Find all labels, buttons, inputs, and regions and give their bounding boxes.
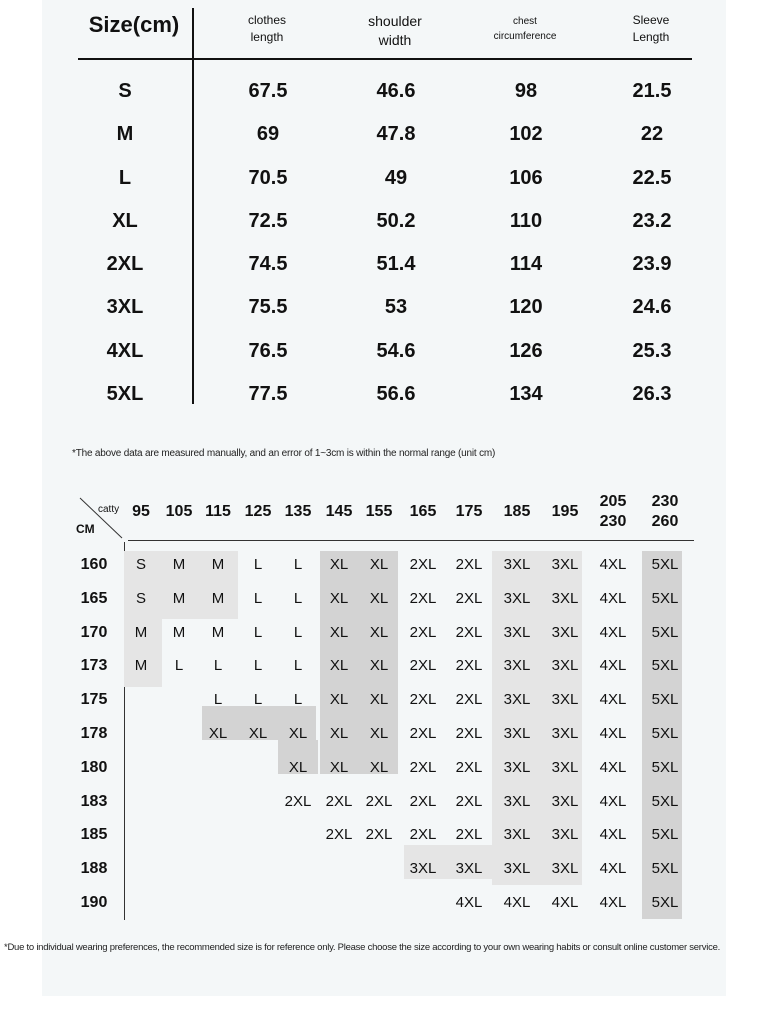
measurement-value: 134	[509, 383, 543, 405]
recommended-size-cell: 2XL	[409, 793, 437, 810]
weight-header: 165	[409, 503, 437, 520]
recommended-size-cell: 3XL	[503, 759, 531, 776]
measurement-value: 126	[509, 340, 543, 362]
header-line: width	[378, 32, 412, 48]
recommended-size-cell: 2XL	[455, 590, 483, 607]
recommended-size-cell: 2XL	[409, 556, 437, 573]
recommended-size-cell: M	[172, 590, 186, 607]
recommended-size-cell: 3XL	[551, 725, 579, 742]
height-label: 173	[80, 657, 108, 674]
weight-header: 185	[503, 503, 531, 520]
recommended-size-cell: 2XL	[455, 725, 483, 742]
measurement-value: 77.5	[248, 383, 288, 405]
measurement-note: *The above data are measured manually, and an error of 1~3cm is within the normal range (unit cm)	[72, 448, 496, 459]
recommended-size-cell: L	[174, 657, 184, 674]
recommended-size-cell: 2XL	[455, 793, 483, 810]
recommended-size-cell: L	[293, 590, 303, 607]
height-label: 165	[80, 590, 108, 607]
measurement-value: 102	[509, 123, 543, 145]
recommended-size-cell: L	[213, 657, 223, 674]
recommended-size-cell: L	[293, 556, 303, 573]
measurement-value: 72.5	[248, 210, 288, 232]
recommended-size-cell: 3XL	[503, 860, 531, 877]
recommended-size-cell: XL	[369, 624, 389, 641]
size-label: S	[118, 80, 132, 102]
weight-header: 195	[551, 503, 579, 520]
height-label: 175	[80, 691, 108, 708]
measurement-row	[78, 163, 692, 193]
measurement-value: 76.5	[248, 340, 288, 362]
measurement-value: 106	[509, 167, 543, 189]
recommended-size-cell: 2XL	[455, 759, 483, 776]
recommended-size-cell: 5XL	[651, 725, 679, 742]
measurement-value: 74.5	[248, 253, 288, 275]
size-label: 3XL	[106, 296, 144, 318]
recommended-size-cell: 2XL	[409, 624, 437, 641]
recommended-size-cell: S	[135, 590, 146, 607]
measurement-row	[78, 249, 692, 279]
measurement-row	[78, 292, 692, 322]
recommended-size-cell: 2XL	[409, 590, 437, 607]
height-label: 183	[80, 793, 108, 810]
recommended-size-cell: 5XL	[651, 691, 679, 708]
recommended-size-cell: 2XL	[325, 793, 353, 810]
size-label: 2XL	[106, 253, 144, 275]
recommended-size-cell: 2XL	[409, 657, 437, 674]
recommended-size-cell: 3XL	[503, 826, 531, 843]
weight-header	[645, 492, 685, 532]
measurement-value: 53	[384, 296, 408, 318]
measurement-value: 46.6	[376, 80, 416, 102]
height-label: 178	[80, 725, 108, 742]
recommended-size-cell: 5XL	[651, 657, 679, 674]
recommended-size-cell: 5XL	[651, 759, 679, 776]
measurement-value: 114	[509, 253, 543, 275]
recommended-size-cell: XL	[208, 725, 228, 742]
recommended-size-cell: 4XL	[599, 725, 627, 742]
measurement-row	[78, 206, 692, 236]
weight-header-divider	[128, 540, 694, 541]
recommended-size-cell: 4XL	[503, 894, 531, 911]
measurement-value: 98	[514, 80, 538, 102]
recommended-size-cell: 3XL	[551, 624, 579, 641]
recommended-size-cell: XL	[329, 759, 349, 776]
recommended-size-cell: 3XL	[551, 759, 579, 776]
header-sleeve-length	[596, 12, 706, 46]
recommended-size-cell: L	[293, 691, 303, 708]
measurement-value: 21.5	[632, 80, 672, 102]
height-label: 170	[80, 624, 108, 641]
weight-header: 125	[244, 503, 272, 520]
recommended-size-cell: 2XL	[409, 826, 437, 843]
size-label: M	[116, 123, 134, 145]
recommended-size-cell: 3XL	[503, 624, 531, 641]
recommended-size-cell: 2XL	[455, 624, 483, 641]
weight-header: 175	[455, 503, 483, 520]
recommended-size-cell: 5XL	[651, 556, 679, 573]
header-line: circumference	[493, 31, 557, 42]
recommended-size-cell: L	[253, 691, 263, 708]
recommended-size-cell: 3XL	[503, 590, 531, 607]
recommendation-note: *Due to individual wearing preferences, the recommended size is for reference only. Please choose the size according to your own wearing habits or consult online customer service.	[4, 942, 720, 953]
recommended-size-cell: 3XL	[455, 860, 483, 877]
size-recommendation-table	[72, 490, 692, 930]
size-label: L	[118, 167, 132, 189]
weight-header: 135	[284, 503, 312, 520]
recommended-size-cell: L	[213, 691, 223, 708]
measurement-value: 50.2	[376, 210, 416, 232]
recommended-size-cell: XL	[369, 691, 389, 708]
recommended-size-cell: XL	[248, 725, 268, 742]
measurement-value: 70.5	[248, 167, 288, 189]
height-unit-label: CM	[76, 522, 95, 536]
weight-range-top: 230	[651, 493, 679, 510]
header-line: shoulder	[368, 13, 422, 29]
weight-unit-label: catty	[98, 504, 120, 515]
recommended-size-cell: L	[253, 590, 263, 607]
header-clothes-length	[212, 12, 322, 46]
recommended-size-cell: 5XL	[651, 894, 679, 911]
recommended-size-cell: 4XL	[599, 624, 627, 641]
measurement-value: 51.4	[376, 253, 416, 275]
height-label: 180	[80, 759, 108, 776]
recommended-size-cell: 4XL	[599, 793, 627, 810]
header-chest-circumference	[470, 14, 580, 44]
recommended-size-cell: M	[211, 624, 225, 641]
measurement-table	[78, 0, 692, 410]
recommended-size-cell: 2XL	[284, 793, 312, 810]
measurement-value: 49	[384, 167, 408, 189]
recommended-size-cell: 4XL	[551, 894, 579, 911]
recommended-size-cell: M	[172, 624, 186, 641]
recommended-size-cell: M	[134, 624, 148, 641]
recommended-size-cell: 3XL	[503, 556, 531, 573]
weight-header: 155	[365, 503, 393, 520]
recommended-size-cell: 3XL	[551, 826, 579, 843]
measurement-value: 22	[640, 123, 664, 145]
recommended-size-cell: 2XL	[409, 725, 437, 742]
header-line: length	[250, 30, 284, 44]
recommended-size-cell: 4XL	[599, 691, 627, 708]
recommended-size-cell: 4XL	[599, 860, 627, 877]
recommended-size-cell: L	[293, 624, 303, 641]
recommended-size-cell: 5XL	[651, 860, 679, 877]
measurement-value: 69	[256, 123, 280, 145]
measurement-value: 54.6	[376, 340, 416, 362]
recommended-size-cell: 4XL	[599, 590, 627, 607]
recommended-size-cell: 4XL	[599, 826, 627, 843]
weight-range-top: 205	[599, 493, 627, 510]
weight-header: 115	[205, 503, 231, 520]
size-label: 4XL	[106, 340, 144, 362]
recommended-size-cell: 2XL	[365, 793, 393, 810]
weight-header: 105	[165, 503, 193, 520]
size-header: Size(cm)	[88, 12, 180, 37]
recommended-size-cell: 2XL	[455, 657, 483, 674]
header-line: Length	[632, 30, 670, 44]
measurement-row	[78, 379, 692, 409]
recommended-size-cell: 2XL	[455, 691, 483, 708]
recommended-size-cell: XL	[288, 759, 308, 776]
measurement-value: 75.5	[248, 296, 288, 318]
recommended-size-cell: 4XL	[455, 894, 483, 911]
recommended-size-cell: 3XL	[551, 590, 579, 607]
recommended-size-cell: M	[211, 590, 225, 607]
size-label: XL	[112, 210, 138, 232]
recommended-size-cell: 2XL	[455, 826, 483, 843]
recommended-size-cell: XL	[329, 590, 349, 607]
header-line: chest	[513, 16, 537, 27]
recommended-size-cell: M	[134, 657, 148, 674]
measurement-row	[78, 336, 692, 366]
recommended-size-cell: 3XL	[551, 657, 579, 674]
recommended-size-cell: S	[135, 556, 146, 573]
height-label: 190	[80, 894, 108, 911]
recommended-size-cell: 3XL	[503, 725, 531, 742]
measurement-value: 67.5	[248, 80, 288, 102]
recommended-size-cell: L	[253, 657, 263, 674]
recommended-size-cell: 5XL	[651, 590, 679, 607]
height-label: 185	[80, 826, 108, 843]
recommended-size-cell: 2XL	[409, 759, 437, 776]
recommended-size-cell: 4XL	[599, 894, 627, 911]
recommended-size-cell: XL	[288, 725, 308, 742]
recommended-size-cell: XL	[369, 725, 389, 742]
size-label: 5XL	[106, 383, 144, 405]
recommended-size-cell: M	[211, 556, 225, 573]
recommended-size-cell: XL	[329, 725, 349, 742]
recommended-size-cell: L	[253, 624, 263, 641]
recommended-size-cell: 3XL	[551, 556, 579, 573]
recommended-size-cell: XL	[329, 556, 349, 573]
recommended-size-cell: 5XL	[651, 624, 679, 641]
recommended-size-cell: 3XL	[551, 860, 579, 877]
recommended-size-cell: XL	[329, 624, 349, 641]
recommended-size-cell: L	[293, 657, 303, 674]
recommended-size-cell: 2XL	[325, 826, 353, 843]
height-label: 188	[80, 860, 108, 877]
recommended-size-cell: 5XL	[651, 826, 679, 843]
measurement-value: 26.3	[632, 383, 672, 405]
measurement-value: 25.3	[632, 340, 672, 362]
recommended-size-cell: 5XL	[651, 793, 679, 810]
weight-range-bottom: 260	[651, 513, 679, 530]
recommended-size-cell: 2XL	[365, 826, 393, 843]
header-shoulder-width	[340, 12, 450, 50]
measurement-value: 23.2	[632, 210, 672, 232]
recommended-size-cell: XL	[369, 759, 389, 776]
recommended-size-cell: 2XL	[409, 691, 437, 708]
recommended-size-cell: 3XL	[503, 691, 531, 708]
measurement-value: 23.9	[632, 253, 672, 275]
measurement-row	[78, 76, 692, 106]
weight-header: 145	[325, 503, 353, 520]
recommended-size-cell: 4XL	[599, 556, 627, 573]
recommended-size-cell: L	[253, 556, 263, 573]
recommended-size-cell: XL	[369, 556, 389, 573]
recommended-size-cell: 3XL	[551, 691, 579, 708]
measurement-value: 47.8	[376, 123, 416, 145]
recommended-size-cell: 2XL	[455, 556, 483, 573]
recommended-size-cell: XL	[369, 657, 389, 674]
weight-header: 95	[132, 503, 150, 520]
recommended-size-cell: 4XL	[599, 657, 627, 674]
measurement-row	[78, 119, 692, 149]
recommended-size-cell: M	[172, 556, 186, 573]
recommended-size-cell: XL	[369, 590, 389, 607]
weight-range-bottom: 230	[599, 513, 627, 530]
recommended-size-cell: 3XL	[503, 793, 531, 810]
measurement-value: 120	[509, 296, 543, 318]
recommended-size-cell: 4XL	[599, 759, 627, 776]
header-line: Sleeve	[632, 13, 670, 27]
recommended-size-cell: XL	[329, 657, 349, 674]
header-line: clothes	[247, 13, 287, 27]
measurement-value: 24.6	[632, 296, 672, 318]
recommended-size-cell: 3XL	[551, 793, 579, 810]
measurement-value: 110	[509, 210, 543, 232]
recommended-size-cell: 3XL	[503, 657, 531, 674]
recommended-size-cell: XL	[329, 691, 349, 708]
weight-header	[593, 492, 633, 532]
recommended-size-cell: 3XL	[409, 860, 437, 877]
height-label: 160	[80, 556, 108, 573]
measurement-value: 22.5	[632, 167, 672, 189]
header-divider	[78, 58, 692, 60]
measurement-value: 56.6	[376, 383, 416, 405]
